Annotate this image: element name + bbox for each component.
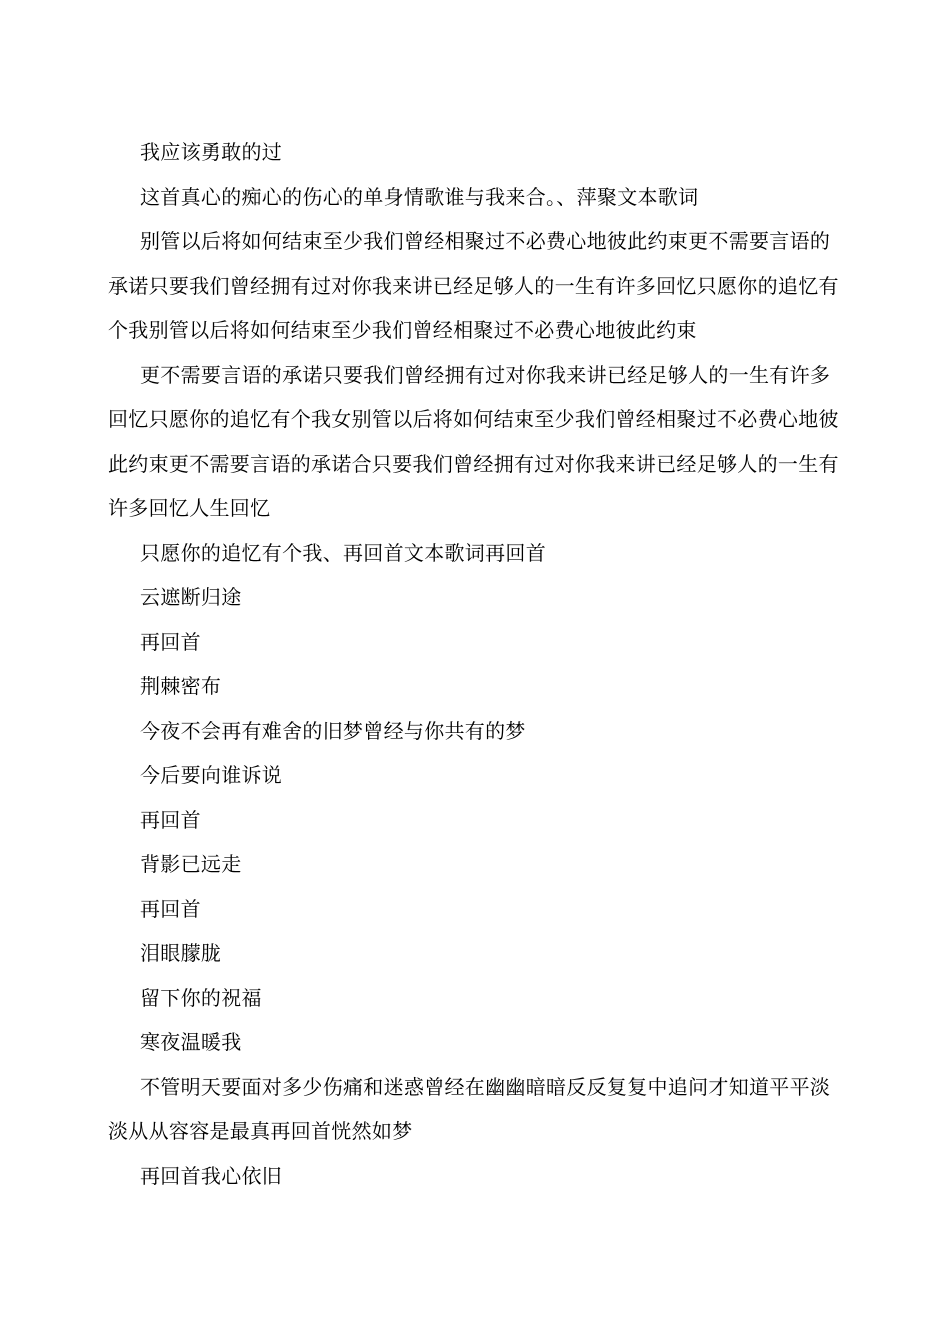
paragraph: 再回首我心依旧 <box>140 1163 283 1188</box>
paragraph: 这首真心的痴心的伤心的单身情歌谁与我来合。、萍聚文本歌词 <box>140 184 699 209</box>
paragraph: 不管明天要面对多少伤痛和迷惑曾经在幽幽暗暗反反复复中追问才知道平平淡淡从从容容是最真再回首恍然如梦 <box>108 1074 831 1143</box>
paragraph: 寒夜温暖我 <box>140 1030 242 1054</box>
paragraph: 更不需要言语的承诺只要我们曾经拥有过对你我来讲已经足够人的一生有许多回忆只愿你的追忆有个我女别管以后将如何结束至少我们曾经相聚过不必费心地彼此约束更不需要言语的承诺合只要我们曾经拥有过对你我来讲已经足够人的一生有许多回忆人生回忆 <box>108 362 839 520</box>
document-body <box>108 130 843 1198</box>
paragraph: 只愿你的追忆有个我、再回首文本歌词再回首 <box>140 540 546 565</box>
paragraph: 再回首 <box>140 807 201 832</box>
paragraph: 云遮断归途 <box>140 585 242 609</box>
paragraph: 泪眼朦胧 <box>140 941 222 965</box>
paragraph: 荆棘密布 <box>140 674 222 698</box>
paragraph: 再回首 <box>140 896 201 921</box>
paragraph: 留下你的祝福 <box>140 985 262 1010</box>
paragraph: 我应该勇敢的过 <box>140 140 283 164</box>
paragraph: 别管以后将如何结束至少我们曾经相聚过不必费心地彼此约束更不需要言语的承诺只要我们曾经拥有过对你我来讲已经足够人的一生有许多回忆只愿你的追忆有个我别管以后将如何结束至少我们曾经相聚过不必费心地彼此约束 <box>108 229 839 342</box>
paragraph: 今夜不会再有难舍的旧梦曾经与你共有的梦 <box>140 718 526 743</box>
paragraph: 再回首 <box>140 629 201 654</box>
paragraph: 今后要向谁诉说 <box>140 763 283 787</box>
paragraph: 背影已远走 <box>140 852 242 876</box>
